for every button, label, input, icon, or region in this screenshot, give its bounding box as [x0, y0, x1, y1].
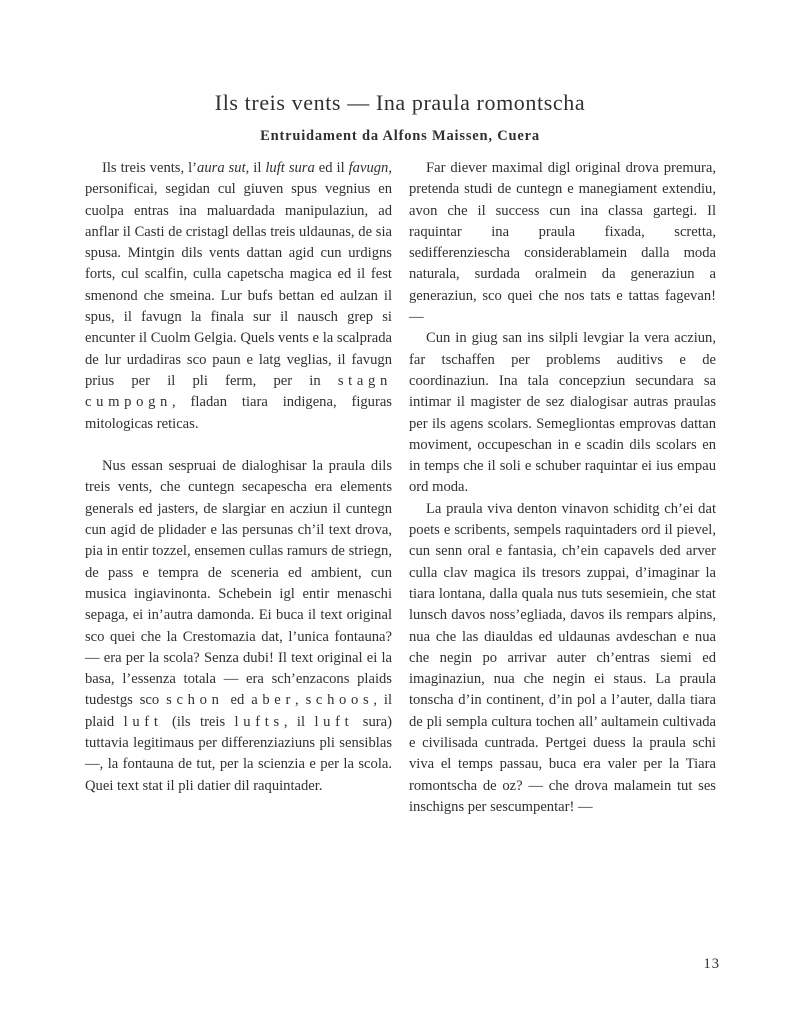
text-columns — [85, 158, 716, 818]
text-run-spaced: lufts — [234, 713, 284, 730]
text-run-spaced: schon — [166, 692, 224, 709]
text-run: , — [295, 692, 306, 709]
paragraph — [409, 158, 716, 328]
paragraph — [85, 456, 392, 797]
text-run-spaced: aber — [251, 692, 295, 709]
text-run: sura) tuttavia legitimaus per differenziaziuns pli sensiblas —, la fontauna de tut, per la scienzia e per la scola. Quei text stat il pli datier dil raquintader. — [85, 713, 392, 794]
paragraph — [409, 328, 716, 498]
text-run: , il — [245, 160, 266, 176]
left-column — [85, 158, 392, 818]
paragraph — [409, 499, 716, 818]
text-run: Cun in giug san ins silpli levgiar la vera acziun, far tschaffen per problems auditivs e de coordinaziun. Ina tala concepziun secundara sa intimar il magister de sez dialogisar autras praulas per ils agens scolars. Semegliontas emprovas dattan moviment, occupeschan in e scadin dils scolars en in temps che il soli e schuber raquintar ei ius empau ord moda. — [409, 330, 716, 496]
paragraph — [85, 158, 392, 435]
page-title: Ils treis vents — Ina praula romontscha — [214, 90, 586, 115]
text-run: , il plaid — [85, 692, 393, 730]
text-run-italic: aura sut — [197, 160, 246, 176]
text-run-italic: favugn — [348, 160, 389, 176]
text-run: Far diever maximal digl original drova premura, pretenda studi de cuntegn e manegiament extendiu, avon che il success cun ina classa gartegi. Il raquintar ina praula fixada, scretta, sedifferenziescha considerablamein dalla moda naturala, surdada oralmein da generaziun a generaziun, sco quei che nos tats e tattas fagevan! — — [409, 160, 716, 326]
text-run-spaced: stagn cumpogn — [85, 372, 392, 411]
text-run-spaced: luft — [314, 713, 354, 730]
page-number: 13 — [703, 956, 720, 972]
text-run: ed il — [314, 160, 349, 176]
text-run: La praula viva denton vinavon schiditg ch’ei dat poets e scribents, sempels raquintaders ord il pievel, cun senn oral e fantasia, ch’ein capavels ded arver culla clav magica ils tresors zuppai, d’imaginar la tiara lontana, dalla quala nus tuts sesemiein, che stat lunsch davos noss’egliada, davos ils rempars alpins, nua che las diauldas ed uldaunas avdeschan e nua che negin po arrivar auter ch’entras siemi ed imaginaziun, nua che negin ei staus. La praula tonscha d’in continent, d’in pol a l’auter, dalla tiara de pli sempla cultura tochen all’ aultamein cultivada e civilisada cuntrada. Pertgei duess la praula schi viva el temps passau, buca era valer per la Tiara romontscha de oz? — che drova malamein tut ses inschigns per sescumpentar! — — [409, 500, 716, 815]
text-run: , il — [283, 713, 315, 730]
text-run-spaced: luft — [123, 713, 163, 730]
text-run: , fladan tiara indigena, figuras mitologicas reticas. — [85, 394, 392, 432]
page-subtitle: Entruidament da Alfons Maissen, Cuera — [260, 128, 540, 144]
text-run-spaced: schoos — [305, 692, 374, 709]
text-run: (ils treis — [162, 713, 235, 730]
text-run: Nus essan sespruai de dialoghisar la praula dils treis vents, che cuntegn secapescha era elements generals ed jasters, de slargiar en acziun il cuntegn cun agid de plidader e las persunas ch’il text drova, pia in entir tozzel, ensemen cullas ramurs de striegn, de pass e tempra de sceneria ed ambient, cun musica ingiavinonta. Schebein igl entir menaschi sepaga, ei in’autra damonda. Ei buca il text original sco quei che la Crestomazia dat, l’unica fontauna? — era per la scola? Senza dubi! Il text original ei la basa, l’essenza totala — era sch’enzacons plaids tudestgs sco — [85, 458, 392, 709]
text-run-italic: luft sura — [265, 160, 315, 176]
text-run: Ils treis vents, l’ — [102, 160, 198, 176]
text-run: , personificai, segidan cul giuven spus vegnius en cuolpa entras ina maluardada manipulaziun, ad anflar il Casti de cristagl dellas treis uldaunas, de sia spusa. Mintgin dils vents dattan agid cun urdigns forts, cul scalfin, culla capetscha magica ed il fest smenond che smeina. Lur bufs bettan ed aulzan il spus, il favugn la finala sur il nausch grep si encunter il Cuolm Gelgia. Quels vents e la scalprada de lur urdadiras sco paun e latg veglias, il favugn prius per il pli ferm, per in — [85, 160, 393, 389]
text-run: ed — [223, 692, 252, 709]
right-column — [409, 158, 716, 818]
